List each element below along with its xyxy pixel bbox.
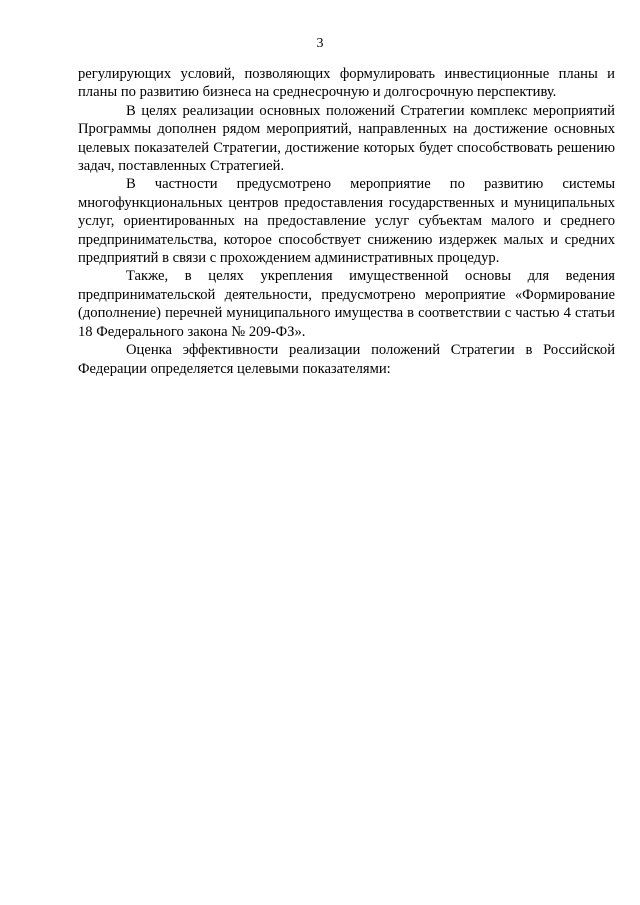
- paragraph-efficiency-assessment: Оценка эффективности реализации положений Стратегии в Российской Федерации определяется целевыми показателями:: [78, 342, 615, 377]
- paragraph-municipal-property: Также, в целях укрепления имущественной основы для ведения предпринимательской деятельности, предусмотрено мероприятие «Формирование (дополнение) перечней муниципального имущества в соответствии с частью 4 статьи 18 Федерального закона № 209-ФЗ».: [78, 268, 615, 340]
- paragraph-continuation: регулирующих условий, позволяющих формулировать инвестиционные планы и планы по развитию бизнеса на среднесрочную и долгосрочную перспективу.: [78, 66, 615, 101]
- paragraph-strategy-measures: В целях реализации основных положений Стратегии комплекс мероприятий Программы дополнен рядом мероприятий, направленных на достижение основных целевых показателей Стратегии, достижение которых будет способствовать решению задач, поставленных Стратегией.: [78, 102, 615, 175]
- page-number: 3: [316, 36, 324, 51]
- paragraph-multifunctional-centers: В частности предусмотрено мероприятие по развитию системы многофункциональных центров предоставления государственных и муниципальных услуг, ориентированных на предоставление услуг субъектам малого и среднего предпринимательства, которое способствует снижению издержек малых и средних предприятий в связи с прохождением административных процедур.: [78, 176, 615, 267]
- document-body: [78, 65, 615, 378]
